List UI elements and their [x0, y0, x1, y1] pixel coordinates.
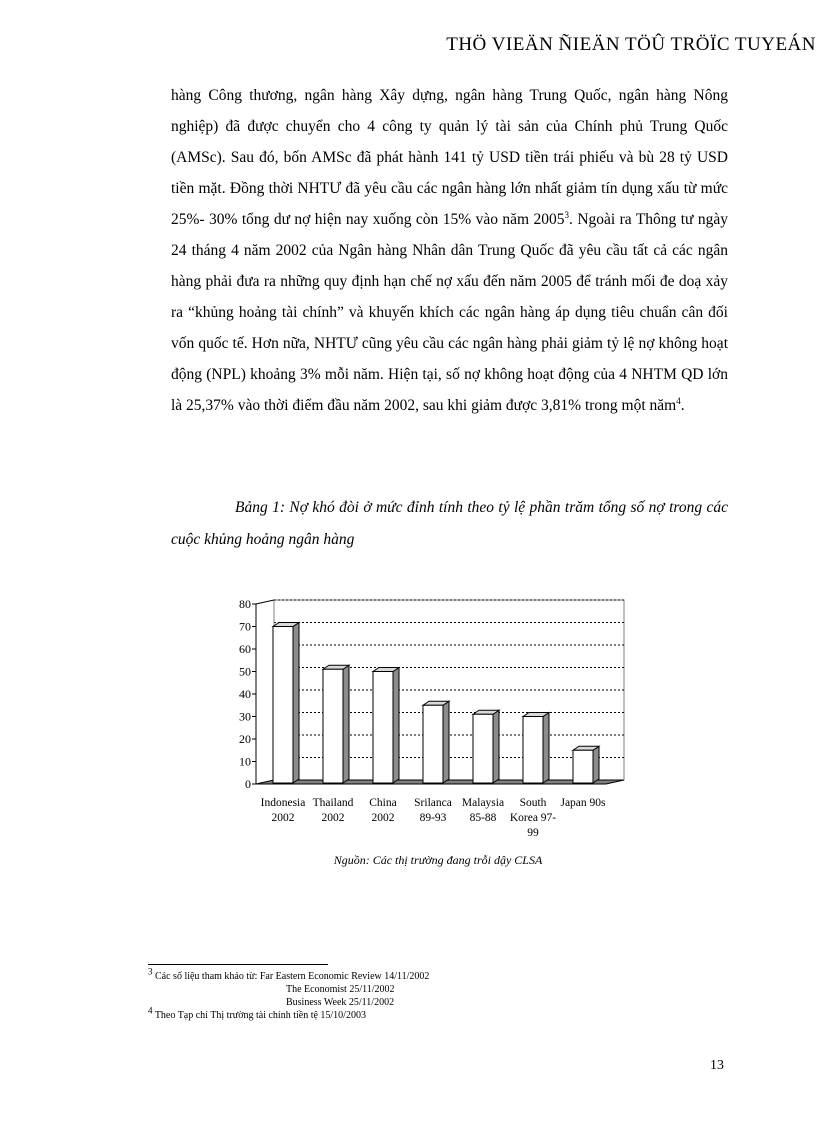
chart-bar	[473, 714, 493, 783]
chart-bar	[273, 627, 293, 784]
chart-x-tick-label: Japan 90s	[560, 797, 606, 809]
chart-bar	[523, 717, 543, 784]
chart-x-tick-label: 99	[527, 827, 539, 839]
chart-bar-side	[543, 713, 549, 784]
footnote-text: Các số liệu tham khảo từ: Far Eastern Economic Review 14/11/2002	[155, 971, 430, 982]
chart-y-axis-top	[256, 600, 274, 604]
paragraph-text-part1: hàng Công thương, ngân hàng Xây dựng, ngân hàng Trung Quốc, ngân hàng Nông nghiệp) đã được chuyển cho 4 công ty quản lý tài sản của Chính phủ Trung Quốc (AMSc). Sau đó, bốn AMSc đã phát hành 141 tỷ USD tiền trái phiếu và bù 28 tỷ USD tiền mặt. Đồng thời NHTƯ đã yêu cầu các ngân hàng lớn nhất giảm tín dụng xấu từ mức 25%- 30% tổng dư nợ hiện nay xuống còn 15% vào năm 2005	[171, 87, 728, 228]
footnote-4	[148, 1005, 429, 1022]
chart-x-tick-label: Indonesia	[260, 797, 306, 809]
chart-y-tick-label: 60	[239, 642, 251, 656]
bar-chart-svg	[234, 594, 644, 856]
body-paragraph	[171, 80, 728, 421]
footnote-3	[148, 966, 430, 983]
chart-bar-side	[593, 746, 599, 783]
chart-x-tick-label: South	[519, 797, 547, 809]
page-number: 13	[710, 1058, 724, 1073]
chart-x-tick-label: 85-88	[469, 812, 497, 824]
paragraph-text-part2: . Ngoài ra Thông tư ngày 24 tháng 4 năm 2002 của Ngân hàng Nhân dân Trung Quốc đã yêu cầu tất cả các ngân hàng phải đưa ra những quy định hạn chế nợ xấu đến năm 2005 để tránh mối đe doạ xảy ra “khủng hoảng tài chính” và khuyến khích các ngân hàng áp dụng tiêu chuẩn cân đối vốn quốc tế. Hơn nữa, NHTƯ cũng yêu cầu các ngân hàng phải giảm tỷ lệ nợ không hoạt động (NPL) khoảng 3% mỗi năm. Hiện tại, số nợ không hoạt động của 4 NHTM QD lớn là 25,37% vào thời điểm đầu năm 2002, sau khi giảm được 3,81% trong một năm	[171, 211, 729, 414]
page-header-title: THÖ VIEÄN ÑIEÄN TÖÛ TRÖÏC TUYEÁN	[446, 34, 816, 55]
footnote-3-continued: The Economist 25/11/2002	[286, 984, 395, 995]
chart-bar	[323, 669, 343, 783]
chart-source-note: Nguồn: Các thị trường đang trỗi dậy CLSA	[333, 853, 543, 867]
table-caption: Bảng 1: Nợ khó đòi ở mức đỉnh tính theo tỷ lệ phần trăm tổng số nợ trong các cuộc khủng hoảng ngân hàng	[171, 499, 728, 548]
chart-bar	[373, 672, 393, 784]
chart-x-tick-label: 2002	[371, 812, 395, 824]
chart-bar-side	[343, 665, 349, 783]
chart-bar-side	[293, 623, 299, 784]
footnote-separator	[148, 964, 328, 965]
chart-bar-side	[493, 710, 499, 783]
chart-y-tick-label: 80	[239, 597, 251, 611]
bar-chart	[234, 594, 644, 856]
chart-bar	[573, 750, 593, 783]
chart-y-tick-label: 40	[239, 687, 251, 701]
chart-y-tick-label: 20	[239, 732, 251, 746]
chart-x-tick-label: 89-93	[419, 812, 447, 824]
chart-x-tick-label: 2002	[321, 812, 345, 824]
footnote-3-continued: Business Week 25/11/2002	[286, 997, 395, 1008]
chart-y-tick-label: 30	[239, 709, 251, 724]
footnotes	[148, 966, 430, 1022]
footnote-mark: 3	[148, 966, 153, 977]
chart-y-tick-label: 0	[245, 777, 251, 791]
footnote-ref-4[interactable]: 4	[676, 395, 681, 406]
chart-x-tick-label: Malaysia	[461, 797, 505, 809]
chart-x-tick-label: 2002	[271, 812, 295, 824]
chart-x-tick-label: Thailand	[312, 797, 354, 809]
chart-y-tick-label: 10	[239, 754, 251, 769]
chart-x-tick-label: Srilanca	[414, 797, 452, 809]
chart-bar-side	[443, 701, 449, 783]
chart-x-tick-label: Korea 97-	[509, 812, 557, 824]
chart-bar-side	[393, 668, 399, 784]
footnote-ref-3[interactable]: 3	[564, 209, 570, 220]
chart-y-tick-label: 70	[239, 619, 251, 634]
chart-y-tick-label: 50	[239, 664, 251, 679]
chart-bar	[423, 705, 443, 783]
paragraph-text-end: .	[680, 397, 685, 414]
footnote-mark: 4	[148, 1005, 153, 1016]
chart-x-tick-label: China	[369, 797, 397, 809]
footnote-text: Theo Tạp chí Thị trường tài chính tiền tệ 15/10/2003	[154, 1010, 366, 1021]
